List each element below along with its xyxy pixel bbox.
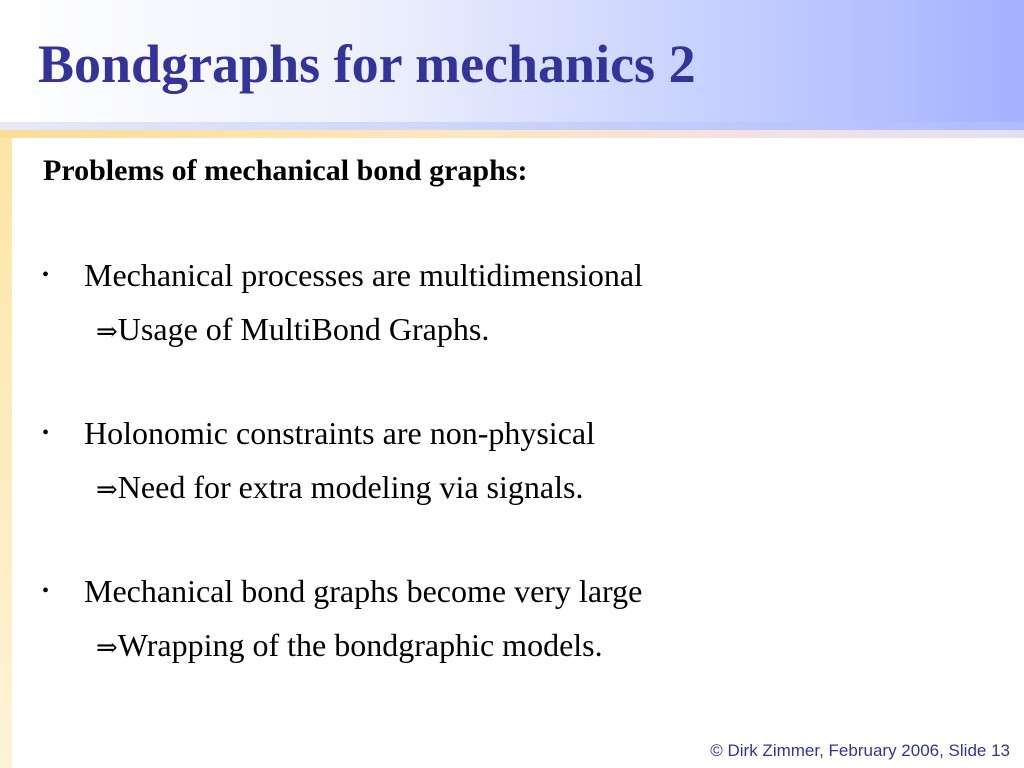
conclusion-text: Wrapping of the bondgraphic models.	[117, 627, 603, 663]
bullet-dot-icon: •	[42, 422, 50, 444]
slide-title: Bondgraphs for mechanics 2	[38, 34, 696, 94]
implies-arrow-icon: ⇒	[96, 475, 118, 505]
section-heading: Problems of mechanical bond graphs:	[43, 154, 528, 187]
bullet-dot-icon: •	[42, 580, 50, 602]
frame-left-strip	[0, 138, 12, 768]
conclusion-item	[96, 468, 583, 509]
bullet-text: Mechanical bond graphs become very large	[84, 573, 643, 609]
conclusion-item	[96, 626, 603, 667]
conclusion-text: Need for extra modeling via signals.	[117, 469, 584, 505]
implies-arrow-icon: ⇒	[96, 633, 118, 663]
conclusion-item	[96, 310, 489, 351]
title-divider	[0, 122, 1024, 130]
implies-arrow-icon: ⇒	[96, 317, 118, 347]
bullet-text: Mechanical processes are multidimensional	[84, 257, 643, 293]
frame-top-strip	[0, 130, 1024, 138]
bullet-text: Holonomic constraints are non-physical	[84, 415, 595, 451]
conclusion-text: Usage of MultiBond Graphs.	[117, 311, 490, 347]
bullet-dot-icon: •	[42, 264, 50, 286]
slide-body	[12, 138, 1024, 768]
slide-footer: © Dirk Zimmer, February 2006, Slide 13	[710, 741, 1010, 760]
